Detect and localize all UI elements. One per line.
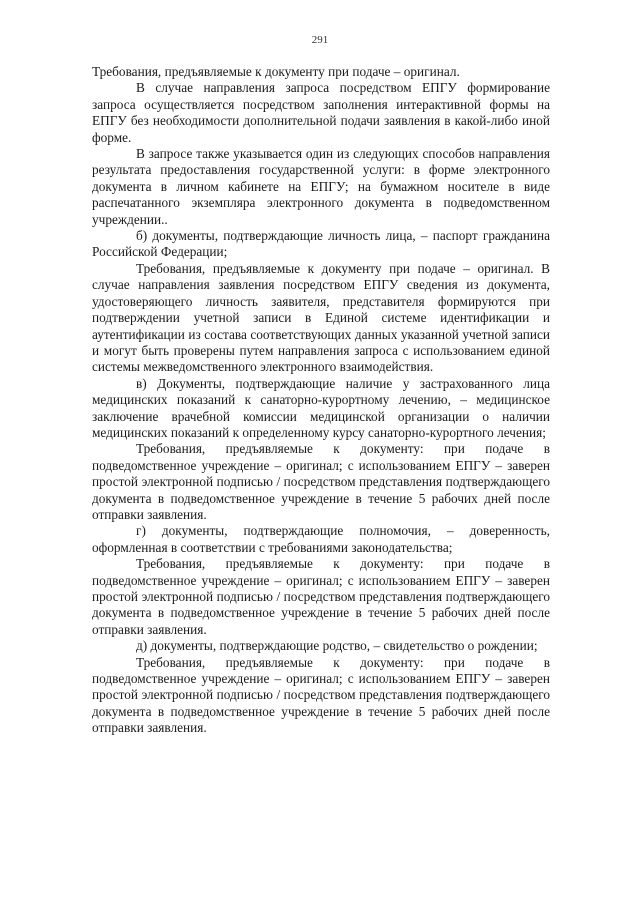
paragraph-5: Требования, предъявляемые к документу при подаче – оригинал. В случае направления заявления посредством ЕПГУ сведения из документа, удостоверяющего личность заявителя, представителя формируются при подтверждении учетной записи в Единой системе идентификации и аутентификации из состава соответствующих данных указанной учетной записи и могут быть проверены путем направления запроса с использованием единой системы межведомственного электронного взаимодействия. (92, 260, 550, 375)
paragraph-3: В запросе также указывается один из следующих способов направления результата предоставления государственной услуги: в форме электронного документа в личном кабинете на ЕПГУ; на бумажном носителе в виде распечатанного экземпляра электронного документа в подведомственном учреждении.. (92, 146, 550, 227)
paragraph-8: г) документы, подтверждающие полномочия, – доверенность, оформленная в соответствии с требованиями законодательства; (92, 523, 550, 555)
paragraph-9: Требования, предъявляемые к документу: при подаче в подведомственное учреждение – оригинал; с использованием ЕПГУ – заверен простой электронной подписью / посредством представления подтверждающего документа в подведомственное учреждение в течение 5 рабочих дней после отправки заявления. (92, 556, 550, 637)
paragraph-1: Требования, предъявляемые к документу при подаче – оригинал. (92, 64, 460, 79)
paragraph-7: Требования, предъявляемые к документу: при подаче в подведомственное учреждение – оригинал; с использованием ЕПГУ – заверен простой электронной подписью / посредством представления подтверждающего документа в подведомственное учреждение в течение 5 рабочих дней после отправки заявления. (92, 441, 550, 522)
paragraph-10: д) документы, подтверждающие родство, – свидетельство о рождении; (136, 638, 538, 654)
paragraph-6: в) Документы, подтверждающие наличие у застрахованного лица медицинских показаний к санаторно-курортному лечению, – медицинское заключение врачебной комиссии медицинской организации о наличии медицинских показаний к определенному курсу санаторно-курортного лечения; (92, 375, 550, 440)
paragraph-11: Требования, предъявляемые к документу: при подаче в подведомственное учреждение – оригинал; с использованием ЕПГУ – заверен простой электронной подписью / посредством представления подтверждающего документа в подведомственное учреждение в течение 5 рабочих дней после отправки заявления. (92, 654, 550, 736)
page-number: 291 (311, 34, 329, 46)
document-body (92, 64, 550, 737)
paragraph-4: б) документы, подтверждающие личность лица, – паспорт гражданина Российской Федерации; (92, 228, 550, 260)
paragraph-2: В случае направления запроса посредством ЕПГУ формирование запроса осуществляется посредством заполнения интерактивной формы на ЕПГУ без необходимости дополнительной подачи заявления в какой-либо иной форме. (92, 80, 550, 145)
